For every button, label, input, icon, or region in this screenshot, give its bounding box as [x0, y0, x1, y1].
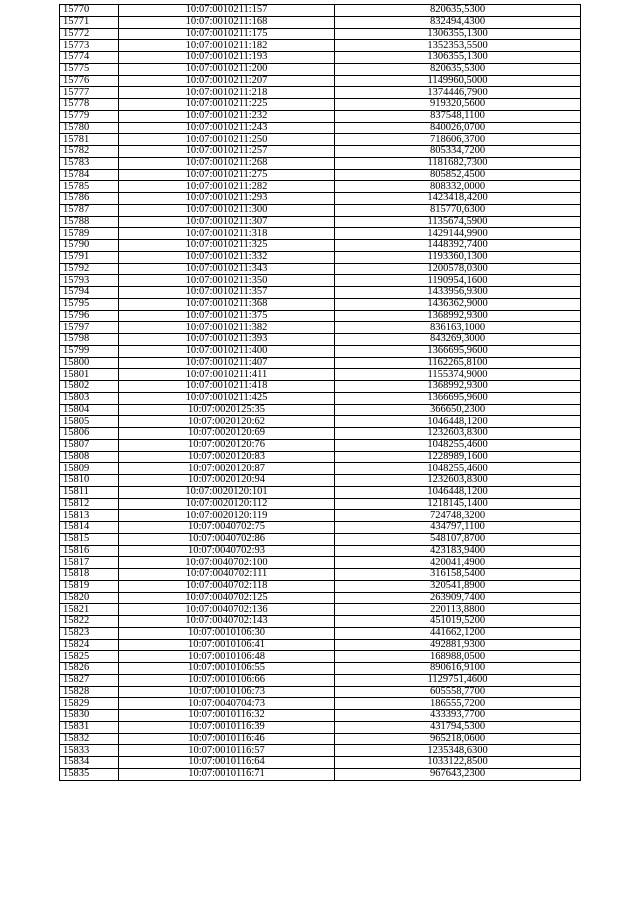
- value-cell: 605558,7700: [335, 686, 581, 698]
- table-row: [60, 251, 581, 263]
- table-row: [60, 522, 581, 534]
- value-cell: 420041,4900: [335, 557, 581, 569]
- row-number-cell: 15822: [60, 616, 119, 628]
- value-cell: 1046448,1200: [335, 416, 581, 428]
- row-number-cell: 15801: [60, 369, 119, 381]
- cadastral-number-cell: 10:07:0020120:87: [119, 463, 335, 475]
- table-row: [60, 721, 581, 733]
- row-number-cell: 15799: [60, 345, 119, 357]
- table-row: [60, 733, 581, 745]
- cadastral-number-cell: 10:07:0020120:83: [119, 451, 335, 463]
- row-number-cell: 15821: [60, 604, 119, 616]
- cadastral-number-cell: 10:07:0010211:293: [119, 193, 335, 205]
- cadastral-number-cell: 10:07:0010116:46: [119, 733, 335, 745]
- table-row: [60, 463, 581, 475]
- value-cell: 1155374,9000: [335, 369, 581, 381]
- cadastral-number-cell: 10:07:0010211:182: [119, 40, 335, 52]
- cadastral-number-cell: 10:07:0010211:282: [119, 181, 335, 193]
- row-number-cell: 15792: [60, 263, 119, 275]
- value-cell: 832494,4300: [335, 16, 581, 28]
- row-number-cell: 15776: [60, 75, 119, 87]
- row-number-cell: 15823: [60, 627, 119, 639]
- table-row: [60, 428, 581, 440]
- cadastral-number-cell: 10:07:0010211:325: [119, 240, 335, 252]
- cadastral-value-table: [59, 4, 581, 781]
- value-cell: 1200578,0300: [335, 263, 581, 275]
- cadastral-number-cell: 10:07:0010106:55: [119, 663, 335, 675]
- cadastral-number-cell: 10:07:0010211:250: [119, 134, 335, 146]
- cadastral-number-cell: 10:07:0010211:257: [119, 146, 335, 158]
- cadastral-number-cell: 10:07:0010211:343: [119, 263, 335, 275]
- row-number-cell: 15789: [60, 228, 119, 240]
- value-cell: 1368992,9300: [335, 310, 581, 322]
- cadastral-number-cell: 10:07:0040702:143: [119, 616, 335, 628]
- value-cell: 1048255,4600: [335, 439, 581, 451]
- cadastral-number-cell: 10:07:0020120:94: [119, 475, 335, 487]
- value-cell: 320541,8900: [335, 580, 581, 592]
- cadastral-number-cell: 10:07:0010211:268: [119, 157, 335, 169]
- table-row: [60, 439, 581, 451]
- table-row: [60, 287, 581, 299]
- cadastral-number-cell: 10:07:0040702:125: [119, 592, 335, 604]
- value-cell: 263909,7400: [335, 592, 581, 604]
- table-row: [60, 99, 581, 111]
- row-number-cell: 15777: [60, 87, 119, 99]
- value-cell: 168988,0500: [335, 651, 581, 663]
- row-number-cell: 15820: [60, 592, 119, 604]
- value-cell: 1306355,1300: [335, 52, 581, 64]
- cadastral-number-cell: 10:07:0010116:71: [119, 768, 335, 780]
- cadastral-number-cell: 10:07:0010211:418: [119, 381, 335, 393]
- value-cell: 837548,1100: [335, 110, 581, 122]
- cadastral-number-cell: 10:07:0010211:411: [119, 369, 335, 381]
- row-number-cell: 15828: [60, 686, 119, 698]
- table-row: [60, 228, 581, 240]
- row-number-cell: 15816: [60, 545, 119, 557]
- value-cell: 1448392,7400: [335, 240, 581, 252]
- row-number-cell: 15835: [60, 768, 119, 780]
- table-row: [60, 745, 581, 757]
- value-cell: 434797,1100: [335, 522, 581, 534]
- value-cell: 808332,0000: [335, 181, 581, 193]
- value-cell: 1235348,6300: [335, 745, 581, 757]
- table-row: [60, 768, 581, 780]
- value-cell: 1162265,8100: [335, 357, 581, 369]
- table-row: [60, 310, 581, 322]
- row-number-cell: 15782: [60, 146, 119, 158]
- row-number-cell: 15824: [60, 639, 119, 651]
- cadastral-number-cell: 10:07:0010106:48: [119, 651, 335, 663]
- value-cell: 1366695,9600: [335, 392, 581, 404]
- row-number-cell: 15819: [60, 580, 119, 592]
- cadastral-number-cell: 10:07:0010211:382: [119, 322, 335, 334]
- value-cell: 433393,7700: [335, 710, 581, 722]
- row-number-cell: 15806: [60, 428, 119, 440]
- row-number-cell: 15810: [60, 475, 119, 487]
- value-cell: 1436362,9000: [335, 298, 581, 310]
- row-number-cell: 15778: [60, 99, 119, 111]
- table-row: [60, 157, 581, 169]
- table-row: [60, 686, 581, 698]
- cadastral-number-cell: 10:07:0010211:357: [119, 287, 335, 299]
- cadastral-number-cell: 10:07:0010116:39: [119, 721, 335, 733]
- row-number-cell: 15798: [60, 334, 119, 346]
- cadastral-number-cell: 10:07:0010211:218: [119, 87, 335, 99]
- table-row: [60, 639, 581, 651]
- table-row: [60, 557, 581, 569]
- cadastral-number-cell: 10:07:0010211:332: [119, 251, 335, 263]
- cadastral-number-cell: 10:07:0020120:62: [119, 416, 335, 428]
- cadastral-number-cell: 10:07:0010211:168: [119, 16, 335, 28]
- row-number-cell: 15805: [60, 416, 119, 428]
- value-cell: 220113,8800: [335, 604, 581, 616]
- value-cell: 441662,1200: [335, 627, 581, 639]
- table-row: [60, 52, 581, 64]
- table-row: [60, 404, 581, 416]
- row-number-cell: 15825: [60, 651, 119, 663]
- value-cell: 1033122,8500: [335, 757, 581, 769]
- value-cell: 1366695,9600: [335, 345, 581, 357]
- value-cell: 1190954,1600: [335, 275, 581, 287]
- value-cell: 1352353,5500: [335, 40, 581, 52]
- table-row: [60, 710, 581, 722]
- row-number-cell: 15813: [60, 510, 119, 522]
- cadastral-number-cell: 10:07:0010211:193: [119, 52, 335, 64]
- table-row: [60, 334, 581, 346]
- row-number-cell: 15827: [60, 674, 119, 686]
- cadastral-number-cell: 10:07:0040702:100: [119, 557, 335, 569]
- row-number-cell: 15781: [60, 134, 119, 146]
- table-row: [60, 134, 581, 146]
- row-number-cell: 15809: [60, 463, 119, 475]
- row-number-cell: 15784: [60, 169, 119, 181]
- table-row: [60, 275, 581, 287]
- table-row: [60, 40, 581, 52]
- table-row: [60, 146, 581, 158]
- table-row: [60, 475, 581, 487]
- row-number-cell: 15797: [60, 322, 119, 334]
- row-number-cell: 15832: [60, 733, 119, 745]
- value-cell: 820635,5300: [335, 5, 581, 17]
- table-row: [60, 580, 581, 592]
- row-number-cell: 15785: [60, 181, 119, 193]
- value-cell: 1218145,1400: [335, 498, 581, 510]
- row-number-cell: 15770: [60, 5, 119, 17]
- value-cell: 1149960,5000: [335, 75, 581, 87]
- table-row: [60, 357, 581, 369]
- value-cell: 1046448,1200: [335, 486, 581, 498]
- table-row: [60, 369, 581, 381]
- cadastral-number-cell: 10:07:0010211:307: [119, 216, 335, 228]
- table-row: [60, 416, 581, 428]
- row-number-cell: 15811: [60, 486, 119, 498]
- cadastral-number-cell: 10:07:0020120:112: [119, 498, 335, 510]
- value-cell: 820635,5300: [335, 63, 581, 75]
- cadastral-number-cell: 10:07:0040702:86: [119, 533, 335, 545]
- cadastral-number-cell: 10:07:0020125:35: [119, 404, 335, 416]
- table-row: [60, 604, 581, 616]
- value-cell: 843269,3000: [335, 334, 581, 346]
- table-row: [60, 122, 581, 134]
- table-row: [60, 592, 581, 604]
- row-number-cell: 15795: [60, 298, 119, 310]
- value-cell: 1433956,9300: [335, 287, 581, 299]
- row-number-cell: 15775: [60, 63, 119, 75]
- value-cell: 836163,1000: [335, 322, 581, 334]
- table-row: [60, 263, 581, 275]
- table-row: [60, 569, 581, 581]
- cadastral-number-cell: 10:07:0010211:243: [119, 122, 335, 134]
- cadastral-number-cell: 10:07:0040702:75: [119, 522, 335, 534]
- table-row: [60, 510, 581, 522]
- cadastral-number-cell: 10:07:0010211:157: [119, 5, 335, 17]
- cadastral-number-cell: 10:07:0010116:57: [119, 745, 335, 757]
- table-row: [60, 663, 581, 675]
- row-number-cell: 15791: [60, 251, 119, 263]
- table-row: [60, 181, 581, 193]
- row-number-cell: 15787: [60, 204, 119, 216]
- row-number-cell: 15831: [60, 721, 119, 733]
- row-number-cell: 15800: [60, 357, 119, 369]
- table-row: [60, 345, 581, 357]
- row-number-cell: 15826: [60, 663, 119, 675]
- table-row: [60, 392, 581, 404]
- table-row: [60, 298, 581, 310]
- cadastral-number-cell: 10:07:0010106:30: [119, 627, 335, 639]
- row-number-cell: 15773: [60, 40, 119, 52]
- table-row: [60, 5, 581, 17]
- cadastral-number-cell: 10:07:0010106:41: [119, 639, 335, 651]
- value-cell: 1228989,1600: [335, 451, 581, 463]
- cadastral-number-cell: 10:07:0020120:101: [119, 486, 335, 498]
- cadastral-number-cell: 10:07:0010211:393: [119, 334, 335, 346]
- cadastral-number-cell: 10:07:0010211:425: [119, 392, 335, 404]
- row-number-cell: 15774: [60, 52, 119, 64]
- table-row: [60, 698, 581, 710]
- cadastral-number-cell: 10:07:0010106:66: [119, 674, 335, 686]
- cadastral-number-cell: 10:07:0010211:300: [119, 204, 335, 216]
- value-cell: 967643,2300: [335, 768, 581, 780]
- table-row: [60, 545, 581, 557]
- row-number-cell: 15830: [60, 710, 119, 722]
- cadastral-number-cell: 10:07:0010211:200: [119, 63, 335, 75]
- table-row: [60, 63, 581, 75]
- value-cell: 805852,4500: [335, 169, 581, 181]
- value-cell: 423183,9400: [335, 545, 581, 557]
- cadastral-number-cell: 10:07:0010211:232: [119, 110, 335, 122]
- row-number-cell: 15780: [60, 122, 119, 134]
- cadastral-number-cell: 10:07:0040702:93: [119, 545, 335, 557]
- row-number-cell: 15772: [60, 28, 119, 40]
- value-cell: 1181682,7300: [335, 157, 581, 169]
- table-row: [60, 451, 581, 463]
- row-number-cell: 15779: [60, 110, 119, 122]
- table-row: [60, 204, 581, 216]
- value-cell: 366650,2300: [335, 404, 581, 416]
- cadastral-number-cell: 10:07:0010106:73: [119, 686, 335, 698]
- cadastral-number-cell: 10:07:0010211:400: [119, 345, 335, 357]
- cadastral-number-cell: 10:07:0010211:318: [119, 228, 335, 240]
- cadastral-number-cell: 10:07:0010211:175: [119, 28, 335, 40]
- value-cell: 1423418,4200: [335, 193, 581, 205]
- row-number-cell: 15783: [60, 157, 119, 169]
- cadastral-number-cell: 10:07:0010211:407: [119, 357, 335, 369]
- value-cell: 1368992,9300: [335, 381, 581, 393]
- table-row: [60, 87, 581, 99]
- value-cell: 805334,7200: [335, 146, 581, 158]
- cadastral-number-cell: 10:07:0010211:225: [119, 99, 335, 111]
- row-number-cell: 15796: [60, 310, 119, 322]
- table-row: [60, 498, 581, 510]
- table-row: [60, 533, 581, 545]
- row-number-cell: 15812: [60, 498, 119, 510]
- table-row: [60, 169, 581, 181]
- value-cell: 431794,5300: [335, 721, 581, 733]
- value-cell: 815770,6300: [335, 204, 581, 216]
- value-cell: 1232603,8300: [335, 475, 581, 487]
- row-number-cell: 15818: [60, 569, 119, 581]
- row-number-cell: 15802: [60, 381, 119, 393]
- row-number-cell: 15834: [60, 757, 119, 769]
- cadastral-number-cell: 10:07:0010211:275: [119, 169, 335, 181]
- table-row: [60, 627, 581, 639]
- cadastral-number-cell: 10:07:0010211:350: [119, 275, 335, 287]
- value-cell: 1232603,8300: [335, 428, 581, 440]
- table-row: [60, 486, 581, 498]
- cadastral-number-cell: 10:07:0010116:32: [119, 710, 335, 722]
- value-cell: 186555,7200: [335, 698, 581, 710]
- table-row: [60, 216, 581, 228]
- table-body: [60, 5, 581, 781]
- table-row: [60, 757, 581, 769]
- value-cell: 724748,3200: [335, 510, 581, 522]
- cadastral-number-cell: 10:07:0020120:69: [119, 428, 335, 440]
- table-row: [60, 110, 581, 122]
- table-row: [60, 16, 581, 28]
- cadastral-number-cell: 10:07:0010211:368: [119, 298, 335, 310]
- cadastral-number-cell: 10:07:0040702:136: [119, 604, 335, 616]
- row-number-cell: 15807: [60, 439, 119, 451]
- table-row: [60, 674, 581, 686]
- row-number-cell: 15771: [60, 16, 119, 28]
- row-number-cell: 15803: [60, 392, 119, 404]
- row-number-cell: 15804: [60, 404, 119, 416]
- value-cell: 1429144,9900: [335, 228, 581, 240]
- table-row: [60, 616, 581, 628]
- cadastral-number-cell: 10:07:0040702:111: [119, 569, 335, 581]
- cadastral-number-cell: 10:07:0040702:118: [119, 580, 335, 592]
- value-cell: 1129751,4600: [335, 674, 581, 686]
- value-cell: 919320,5600: [335, 99, 581, 111]
- table-row: [60, 381, 581, 393]
- value-cell: 965218,0600: [335, 733, 581, 745]
- value-cell: 1374446,7900: [335, 87, 581, 99]
- value-cell: 451019,5200: [335, 616, 581, 628]
- value-cell: 492881,9300: [335, 639, 581, 651]
- table-row: [60, 322, 581, 334]
- row-number-cell: 15829: [60, 698, 119, 710]
- value-cell: 890616,9100: [335, 663, 581, 675]
- cadastral-number-cell: 10:07:0010116:64: [119, 757, 335, 769]
- value-cell: 1048255,4600: [335, 463, 581, 475]
- row-number-cell: 15815: [60, 533, 119, 545]
- value-cell: 548107,8700: [335, 533, 581, 545]
- row-number-cell: 15790: [60, 240, 119, 252]
- row-number-cell: 15833: [60, 745, 119, 757]
- cadastral-number-cell: 10:07:0020120:76: [119, 439, 335, 451]
- row-number-cell: 15817: [60, 557, 119, 569]
- row-number-cell: 15808: [60, 451, 119, 463]
- table-row: [60, 240, 581, 252]
- row-number-cell: 15788: [60, 216, 119, 228]
- table-row: [60, 651, 581, 663]
- value-cell: 1193360,1300: [335, 251, 581, 263]
- value-cell: 718606,3700: [335, 134, 581, 146]
- value-cell: 1306355,1300: [335, 28, 581, 40]
- row-number-cell: 15814: [60, 522, 119, 534]
- row-number-cell: 15786: [60, 193, 119, 205]
- cadastral-number-cell: 10:07:0020120:119: [119, 510, 335, 522]
- row-number-cell: 15793: [60, 275, 119, 287]
- value-cell: 316158,5400: [335, 569, 581, 581]
- table-row: [60, 28, 581, 40]
- cadastral-number-cell: 10:07:0040704:73: [119, 698, 335, 710]
- cadastral-number-cell: 10:07:0010211:207: [119, 75, 335, 87]
- table-row: [60, 75, 581, 87]
- value-cell: 840026,0700: [335, 122, 581, 134]
- value-cell: 1135674,5900: [335, 216, 581, 228]
- table-row: [60, 193, 581, 205]
- cadastral-number-cell: 10:07:0010211:375: [119, 310, 335, 322]
- row-number-cell: 15794: [60, 287, 119, 299]
